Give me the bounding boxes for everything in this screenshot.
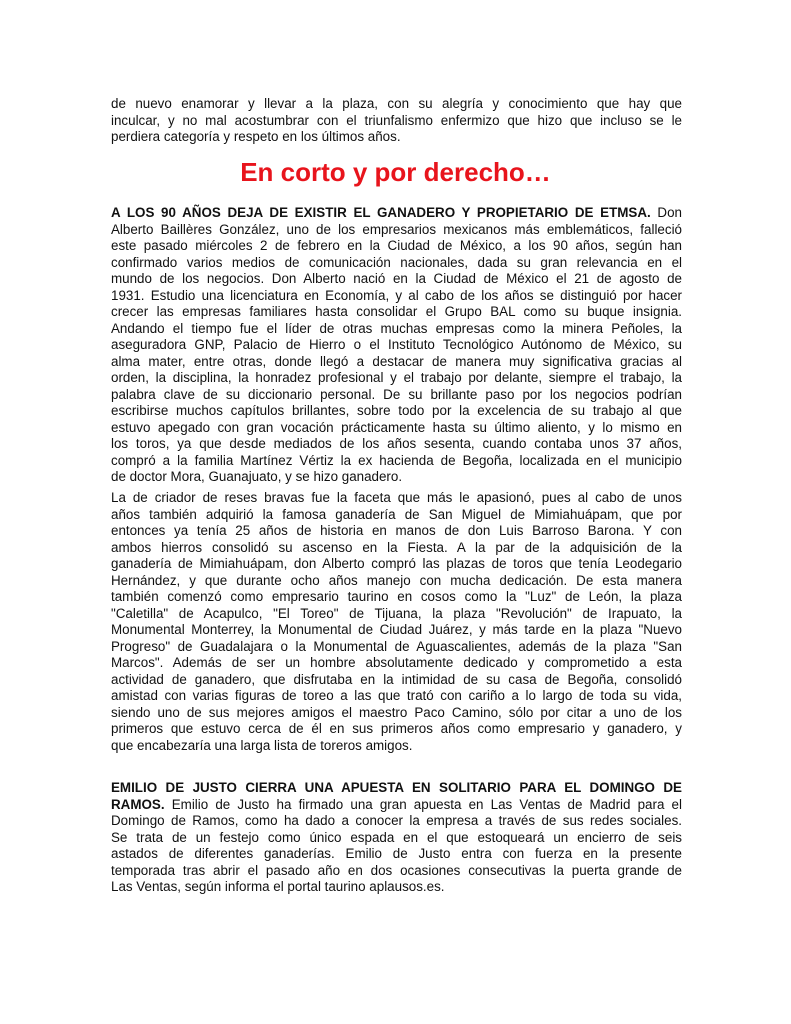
body-text: Don bbox=[650, 205, 682, 220]
body-text: Alberto Baillères González, uno de los empresarios mexicanos más emblemáticos, falleció bbox=[111, 221, 682, 237]
body-text: de nuevo enamorar y llevar a la plaza, con su alegría y conocimiento que hay que bbox=[111, 96, 682, 111]
body-text: Marcos". Además de ser un hombre absolutamente dedicado y comprometido a esta bbox=[111, 655, 682, 670]
body-text: mundo de los negocios. Don Alberto nació en la Ciudad de México el 21 de agosto de bbox=[111, 271, 682, 286]
body-text: crecer las empresas familiares hasta consolidar el Grupo BAL como su buque insignia. bbox=[111, 304, 682, 319]
text-line bbox=[111, 507, 682, 524]
text-line bbox=[111, 672, 682, 689]
text-line bbox=[111, 879, 682, 896]
text-line bbox=[111, 622, 682, 639]
text-line bbox=[111, 738, 682, 755]
body-text: ambos hierros consolidó su ascenso en la Fiesta. A la par de la adquisición de la bbox=[111, 539, 682, 555]
paragraph-baillères-obituary bbox=[111, 205, 682, 486]
body-text: este pasado miércoles 2 de febrero en la Ciudad de México, a los 90 años, según han bbox=[111, 238, 682, 253]
text-line bbox=[111, 639, 682, 656]
text-line bbox=[111, 238, 682, 255]
body-text: palabra clave de su diccionario personal. De su brillante paso por los negocios podrían bbox=[111, 386, 682, 402]
text-line bbox=[111, 420, 682, 437]
text-line bbox=[111, 469, 682, 486]
body-text: Domingo de Ramos, como ha dado a conocer la empresa a través de sus redes sociales. bbox=[111, 813, 682, 828]
text-line bbox=[111, 222, 682, 239]
paragraph-continuation bbox=[111, 96, 682, 146]
news-headline: EMILIO DE JUSTO CIERRA UNA APUESTA EN SOLITARIO PARA EL DOMINGO DE bbox=[111, 780, 682, 795]
body-text: primeros que estuvo cerca de él en sus primeros años como empresario y ganadero, y bbox=[111, 721, 682, 736]
body-text: Las Ventas, según informa el portal taurino aplausos.es. bbox=[111, 879, 445, 894]
body-text: orden, la disciplina, la honradez profesional y el trabajo por delante, siempre el trabajo, la bbox=[111, 370, 682, 385]
text-line bbox=[111, 96, 682, 113]
text-line bbox=[111, 129, 682, 146]
text-line bbox=[111, 573, 682, 590]
text-line bbox=[111, 830, 682, 847]
paragraph-emilio-de-justo bbox=[111, 780, 682, 896]
body-text: escribirse muchos capítulos brillantes, sobre todo por la excelencia de su trabajo al que bbox=[111, 403, 682, 418]
body-text: aseguradora GNP, Palacio de Hierro o el Instituto Tecnológico Autónomo de México, su bbox=[111, 337, 682, 352]
body-text: siendo uno de sus mejores amigos el maestro Paco Camino, sólo por citar a uno de los bbox=[111, 704, 682, 720]
text-line bbox=[111, 337, 682, 354]
body-text: Hernández, y que durante ocho años manejo con mucha dedicación. De esta manera bbox=[111, 572, 682, 588]
body-text: los toros, ya que desde mediados de los años sesenta, cuando contaba unos 37 años, bbox=[111, 436, 682, 451]
body-text: astados de diferentes ganaderías. Emilio de Justo entra con fuerza en la presente bbox=[111, 846, 682, 861]
text-line bbox=[111, 370, 682, 387]
body-text: estuvo apegado con gran vocación prácticamente hasta su último aliento, y lo mismo en bbox=[111, 419, 682, 435]
text-line bbox=[111, 813, 682, 830]
body-text: también comenzó como empresario taurino en cosos como la "Luz" de León, la plaza bbox=[111, 589, 682, 604]
section-title: En corto y por derecho… bbox=[240, 157, 551, 187]
body-text: 1931. Estudio una licenciatura en Economía, y al cabo de los años se distinguió por hacer bbox=[111, 287, 682, 303]
body-text: Se trata de un festejo como único espada en el que estoqueará un encierro de seis bbox=[111, 829, 682, 845]
body-text: ganadería de Mimiahuápam, don Alberto compró las plazas de toros que tenía Leodegario bbox=[111, 556, 682, 571]
text-line bbox=[111, 255, 682, 272]
body-text: alma mater, entre otras, donde llegó a destacar de manera muy significativa gracias al bbox=[111, 353, 682, 369]
body-text: "Caletilla" de Acapulco, "El Toreo" de Tijuana, la plaza "Revolución" de Irapuato, la bbox=[111, 605, 682, 621]
paragraph-ganaderia bbox=[111, 490, 682, 754]
text-line bbox=[111, 721, 682, 738]
text-line bbox=[111, 436, 682, 453]
text-line bbox=[111, 453, 682, 470]
body-text: años también adquirió la famosa ganadería de San Miguel de Mimiahuápam, que por bbox=[111, 506, 682, 522]
body-text: compró a la familia Martínez Vértiz la ex hacienda de Begoña, localizada en el municipio bbox=[111, 452, 682, 468]
text-line bbox=[111, 688, 682, 705]
body-text: perdiera categoría y respeto en los últimos años. bbox=[111, 129, 401, 144]
body-text: entonces ya tenía 25 años de historia en manos de don Luis Barroso Barona. Y con bbox=[111, 523, 682, 538]
text-line bbox=[111, 403, 682, 420]
text-line bbox=[111, 205, 682, 222]
text-line bbox=[111, 780, 682, 797]
text-line bbox=[111, 304, 682, 321]
news-headline: RAMOS. bbox=[111, 796, 165, 812]
text-line bbox=[111, 387, 682, 404]
body-text: inculcar, y no mal acostumbrar con el triunfalismo enfermizo que hizo que incluso se le bbox=[111, 112, 682, 128]
text-line bbox=[111, 556, 682, 573]
body-text: de doctor Mora, Guanajuato, y se hizo ganadero. bbox=[111, 469, 403, 484]
text-line bbox=[111, 606, 682, 623]
text-line bbox=[111, 540, 682, 557]
text-line bbox=[111, 655, 682, 672]
text-line bbox=[111, 705, 682, 722]
text-line bbox=[111, 797, 682, 814]
body-text: Monumental Monterrey, la Monumental de Ciudad Juárez, y más tarde en la plaza "Nuevo bbox=[111, 622, 682, 637]
text-line bbox=[111, 288, 682, 305]
text-line bbox=[111, 321, 682, 338]
text-line bbox=[111, 589, 682, 606]
text-line bbox=[111, 354, 682, 371]
text-line bbox=[111, 846, 682, 863]
body-text: confirmado varios medios de comunicación nacionales, dada su gran relevancia en el bbox=[111, 254, 682, 270]
body-text: actividad de ganadero, que disfrutaba en la intimidad de su casa de Begoña, consolidó bbox=[111, 671, 682, 687]
body-text: temporada tras abrir el pasado año en dos ocasiones consecutivas la puerta grande de bbox=[111, 862, 682, 878]
body-text: Emilio de Justo ha firmado una gran apuesta en Las Ventas de Madrid para el bbox=[164, 796, 682, 812]
body-text: amistad con varias figuras de toreo a las que trató con cariño a lo largo de toda su vida, bbox=[111, 688, 682, 703]
body-text: La de criador de reses bravas fue la faceta que más le apasionó, pues al cabo de unos bbox=[111, 490, 682, 505]
body-text: Andando el tiempo fue el líder de otras muchas empresas como la minera Peñoles, la bbox=[111, 320, 682, 336]
body-text: Progreso" de Guadalajara o la Monumental de Aguascalientes, además de la plaza "San bbox=[111, 638, 682, 654]
text-line bbox=[111, 523, 682, 540]
body-text: que encabezaría una larga lista de toreros amigos. bbox=[111, 737, 413, 753]
text-line bbox=[111, 113, 682, 130]
text-line bbox=[111, 490, 682, 507]
news-headline: A LOS 90 AÑOS DEJA DE EXISTIR EL GANADERO Y PROPIETARIO DE ETMSA. bbox=[111, 205, 651, 220]
text-line bbox=[111, 863, 682, 880]
text-line bbox=[111, 271, 682, 288]
